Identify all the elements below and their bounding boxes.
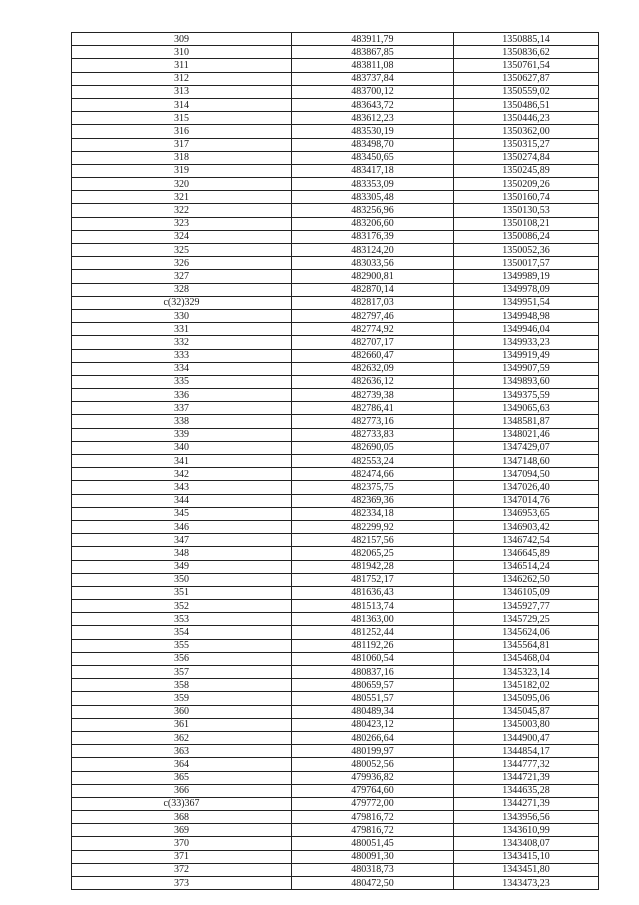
- table-row: [72, 389, 599, 402]
- x-coordinate-cell: 480052,56: [292, 758, 454, 771]
- table-row: [72, 560, 599, 573]
- table-row: [72, 336, 599, 349]
- x-coordinate-cell: 482774,92: [292, 323, 454, 336]
- y-coordinate-cell: 1346645,89: [454, 547, 599, 560]
- table-row: [72, 745, 599, 758]
- x-coordinate-cell: 479764,60: [292, 784, 454, 797]
- point-number-cell: 359: [72, 692, 292, 705]
- x-coordinate-cell: 482707,17: [292, 336, 454, 349]
- point-number-cell: 322: [72, 204, 292, 217]
- x-coordinate-cell: 482157,56: [292, 534, 454, 547]
- x-coordinate-cell: 480051,45: [292, 837, 454, 850]
- x-coordinate-cell: 481636,43: [292, 586, 454, 599]
- y-coordinate-cell: 1349951,54: [454, 296, 599, 309]
- y-coordinate-cell: 1350559,02: [454, 85, 599, 98]
- y-coordinate-cell: 1350486,51: [454, 98, 599, 111]
- table-row: [72, 362, 599, 375]
- x-coordinate-cell: 482375,75: [292, 481, 454, 494]
- point-number-cell: 363: [72, 745, 292, 758]
- table-row: [72, 164, 599, 177]
- y-coordinate-cell: 1349946,04: [454, 323, 599, 336]
- y-coordinate-cell: 1350160,74: [454, 191, 599, 204]
- x-coordinate-cell: 483612,23: [292, 112, 454, 125]
- point-number-cell: 310: [72, 46, 292, 59]
- table-row: [72, 455, 599, 468]
- table-row: [72, 217, 599, 230]
- point-number-cell: 317: [72, 138, 292, 151]
- point-number-cell: 323: [72, 217, 292, 230]
- point-number-cell: 366: [72, 784, 292, 797]
- table-row: [72, 98, 599, 111]
- point-number-cell: 364: [72, 758, 292, 771]
- point-number-cell: 312: [72, 72, 292, 85]
- y-coordinate-cell: 1350108,21: [454, 217, 599, 230]
- point-number-cell: 357: [72, 666, 292, 679]
- x-coordinate-cell: 482773,16: [292, 415, 454, 428]
- x-coordinate-cell: 479936,82: [292, 771, 454, 784]
- x-coordinate-cell: 481252,44: [292, 626, 454, 639]
- table-row: [72, 824, 599, 837]
- y-coordinate-cell: 1349948,98: [454, 309, 599, 322]
- x-coordinate-cell: 483643,72: [292, 98, 454, 111]
- x-coordinate-cell: 482334,18: [292, 507, 454, 520]
- y-coordinate-cell: 1350885,14: [454, 33, 599, 46]
- table-row: [72, 731, 599, 744]
- point-number-cell: 337: [72, 402, 292, 415]
- table-row: [72, 138, 599, 151]
- x-coordinate-cell: 482786,41: [292, 402, 454, 415]
- x-coordinate-cell: 483498,70: [292, 138, 454, 151]
- point-number-cell: 373: [72, 877, 292, 890]
- x-coordinate-cell: 483305,48: [292, 191, 454, 204]
- table-row: [72, 547, 599, 560]
- table-row: [72, 771, 599, 784]
- point-number-cell: 334: [72, 362, 292, 375]
- y-coordinate-cell: 1345624,06: [454, 626, 599, 639]
- point-number-cell: 371: [72, 850, 292, 863]
- point-number-cell: 339: [72, 428, 292, 441]
- point-number-cell: 372: [72, 863, 292, 876]
- point-number-cell: 315: [72, 112, 292, 125]
- point-number-cell: 342: [72, 468, 292, 481]
- point-number-cell: 332: [72, 336, 292, 349]
- table-row: [72, 666, 599, 679]
- x-coordinate-cell: 482817,03: [292, 296, 454, 309]
- table-row: [72, 679, 599, 692]
- x-coordinate-cell: 483256,96: [292, 204, 454, 217]
- table-row: [72, 72, 599, 85]
- y-coordinate-cell: 1345045,87: [454, 705, 599, 718]
- coordinates-table-body: [72, 33, 599, 890]
- y-coordinate-cell: 1349907,59: [454, 362, 599, 375]
- x-coordinate-cell: 481513,74: [292, 600, 454, 613]
- point-number-cell: 361: [72, 718, 292, 731]
- x-coordinate-cell: 482474,66: [292, 468, 454, 481]
- point-number-cell: 324: [72, 230, 292, 243]
- table-row: [72, 837, 599, 850]
- table-row: [72, 349, 599, 362]
- x-coordinate-cell: 482660,47: [292, 349, 454, 362]
- x-coordinate-cell: 481752,17: [292, 573, 454, 586]
- y-coordinate-cell: 1350627,87: [454, 72, 599, 85]
- point-number-cell: 355: [72, 639, 292, 652]
- y-coordinate-cell: 1346953,65: [454, 507, 599, 520]
- x-coordinate-cell: 482065,25: [292, 547, 454, 560]
- x-coordinate-cell: 483176,39: [292, 230, 454, 243]
- point-number-cell: 351: [72, 586, 292, 599]
- y-coordinate-cell: 1345729,25: [454, 613, 599, 626]
- point-number-cell: 360: [72, 705, 292, 718]
- table-row: [72, 626, 599, 639]
- x-coordinate-cell: 481363,00: [292, 613, 454, 626]
- table-row: [72, 639, 599, 652]
- table-row: [72, 270, 599, 283]
- table-row: [72, 46, 599, 59]
- point-number-cell: 354: [72, 626, 292, 639]
- x-coordinate-cell: 483911,79: [292, 33, 454, 46]
- point-number-cell: 336: [72, 389, 292, 402]
- x-coordinate-cell: 483450,65: [292, 151, 454, 164]
- point-number-cell: с(33)367: [72, 797, 292, 810]
- table-row: [72, 652, 599, 665]
- y-coordinate-cell: 1350761,54: [454, 59, 599, 72]
- table-row: [72, 402, 599, 415]
- y-coordinate-cell: 1345564,81: [454, 639, 599, 652]
- y-coordinate-cell: 1349933,23: [454, 336, 599, 349]
- table-row: [72, 520, 599, 533]
- y-coordinate-cell: 1347014,76: [454, 494, 599, 507]
- table-row: [72, 573, 599, 586]
- y-coordinate-cell: 1350274,84: [454, 151, 599, 164]
- x-coordinate-cell: 480489,34: [292, 705, 454, 718]
- table-row: [72, 600, 599, 613]
- table-row: [72, 613, 599, 626]
- y-coordinate-cell: 1350086,24: [454, 230, 599, 243]
- y-coordinate-cell: 1345182,02: [454, 679, 599, 692]
- y-coordinate-cell: 1350836,62: [454, 46, 599, 59]
- x-coordinate-cell: 480318,73: [292, 863, 454, 876]
- table-row: [72, 850, 599, 863]
- y-coordinate-cell: 1348581,87: [454, 415, 599, 428]
- x-coordinate-cell: 483700,12: [292, 85, 454, 98]
- table-row: [72, 468, 599, 481]
- table-row: [72, 33, 599, 46]
- table-row: [72, 125, 599, 138]
- y-coordinate-cell: 1350017,57: [454, 257, 599, 270]
- table-row: [72, 323, 599, 336]
- x-coordinate-cell: 482870,14: [292, 283, 454, 296]
- y-coordinate-cell: 1345927,77: [454, 600, 599, 613]
- x-coordinate-cell: 482299,92: [292, 520, 454, 533]
- table-row: [72, 441, 599, 454]
- table-row: [72, 811, 599, 824]
- y-coordinate-cell: 1346262,50: [454, 573, 599, 586]
- x-coordinate-cell: 483811,08: [292, 59, 454, 72]
- y-coordinate-cell: 1347026,40: [454, 481, 599, 494]
- point-number-cell: 313: [72, 85, 292, 98]
- point-number-cell: 343: [72, 481, 292, 494]
- y-coordinate-cell: 1343451,80: [454, 863, 599, 876]
- y-coordinate-cell: 1350209,26: [454, 178, 599, 191]
- point-number-cell: 328: [72, 283, 292, 296]
- x-coordinate-cell: 482797,46: [292, 309, 454, 322]
- table-row: [72, 178, 599, 191]
- y-coordinate-cell: 1344635,28: [454, 784, 599, 797]
- y-coordinate-cell: 1343408,07: [454, 837, 599, 850]
- x-coordinate-cell: 480659,57: [292, 679, 454, 692]
- table-row: [72, 415, 599, 428]
- y-coordinate-cell: 1344271,39: [454, 797, 599, 810]
- y-coordinate-cell: 1345323,14: [454, 666, 599, 679]
- table-row: [72, 191, 599, 204]
- y-coordinate-cell: 1345003,80: [454, 718, 599, 731]
- point-number-cell: с(32)329: [72, 296, 292, 309]
- point-number-cell: 368: [72, 811, 292, 824]
- point-number-cell: 347: [72, 534, 292, 547]
- y-coordinate-cell: 1350245,89: [454, 164, 599, 177]
- x-coordinate-cell: 483033,56: [292, 257, 454, 270]
- x-coordinate-cell: 483737,84: [292, 72, 454, 85]
- coordinates-table-sheet: [71, 32, 598, 890]
- point-number-cell: 331: [72, 323, 292, 336]
- y-coordinate-cell: 1350130,53: [454, 204, 599, 217]
- table-row: [72, 758, 599, 771]
- table-row: [72, 151, 599, 164]
- x-coordinate-cell: 480472,50: [292, 877, 454, 890]
- table-row: [72, 59, 599, 72]
- point-number-cell: 325: [72, 244, 292, 257]
- point-number-cell: 309: [72, 33, 292, 46]
- x-coordinate-cell: 480423,12: [292, 718, 454, 731]
- y-coordinate-cell: 1343956,56: [454, 811, 599, 824]
- y-coordinate-cell: 1345468,04: [454, 652, 599, 665]
- y-coordinate-cell: 1347148,60: [454, 455, 599, 468]
- point-number-cell: 340: [72, 441, 292, 454]
- table-row: [72, 692, 599, 705]
- table-row: [72, 718, 599, 731]
- point-number-cell: 311: [72, 59, 292, 72]
- table-row: [72, 85, 599, 98]
- y-coordinate-cell: 1344900,47: [454, 731, 599, 744]
- point-number-cell: 316: [72, 125, 292, 138]
- x-coordinate-cell: 480091,30: [292, 850, 454, 863]
- point-number-cell: 319: [72, 164, 292, 177]
- x-coordinate-cell: 481192,26: [292, 639, 454, 652]
- point-number-cell: 353: [72, 613, 292, 626]
- x-coordinate-cell: 483124,20: [292, 244, 454, 257]
- table-row: [72, 204, 599, 217]
- x-coordinate-cell: 482733,83: [292, 428, 454, 441]
- point-number-cell: 346: [72, 520, 292, 533]
- y-coordinate-cell: 1349989,19: [454, 270, 599, 283]
- x-coordinate-cell: 479816,72: [292, 811, 454, 824]
- y-coordinate-cell: 1344721,39: [454, 771, 599, 784]
- point-number-cell: 369: [72, 824, 292, 837]
- x-coordinate-cell: 483530,19: [292, 125, 454, 138]
- table-row: [72, 296, 599, 309]
- point-number-cell: 345: [72, 507, 292, 520]
- x-coordinate-cell: 480199,97: [292, 745, 454, 758]
- table-row: [72, 244, 599, 257]
- x-coordinate-cell: 479772,00: [292, 797, 454, 810]
- table-row: [72, 283, 599, 296]
- point-number-cell: 326: [72, 257, 292, 270]
- y-coordinate-cell: 1344854,17: [454, 745, 599, 758]
- x-coordinate-cell: 481060,54: [292, 652, 454, 665]
- point-number-cell: 356: [72, 652, 292, 665]
- point-number-cell: 321: [72, 191, 292, 204]
- y-coordinate-cell: 1345095,06: [454, 692, 599, 705]
- y-coordinate-cell: 1350052,36: [454, 244, 599, 257]
- table-row: [72, 230, 599, 243]
- x-coordinate-cell: 482900,81: [292, 270, 454, 283]
- point-number-cell: 338: [72, 415, 292, 428]
- y-coordinate-cell: 1349919,49: [454, 349, 599, 362]
- x-coordinate-cell: 483417,18: [292, 164, 454, 177]
- x-coordinate-cell: 479816,72: [292, 824, 454, 837]
- point-number-cell: 344: [72, 494, 292, 507]
- y-coordinate-cell: 1349978,09: [454, 283, 599, 296]
- y-coordinate-cell: 1346742,54: [454, 534, 599, 547]
- x-coordinate-cell: 482632,09: [292, 362, 454, 375]
- point-number-cell: 362: [72, 731, 292, 744]
- y-coordinate-cell: 1350446,23: [454, 112, 599, 125]
- point-number-cell: 348: [72, 547, 292, 560]
- table-row: [72, 534, 599, 547]
- point-number-cell: 327: [72, 270, 292, 283]
- table-row: [72, 586, 599, 599]
- y-coordinate-cell: 1346514,24: [454, 560, 599, 573]
- x-coordinate-cell: 482690,05: [292, 441, 454, 454]
- table-row: [72, 797, 599, 810]
- x-coordinate-cell: 483206,60: [292, 217, 454, 230]
- y-coordinate-cell: 1343415,10: [454, 850, 599, 863]
- point-number-cell: 365: [72, 771, 292, 784]
- point-number-cell: 318: [72, 151, 292, 164]
- point-number-cell: 333: [72, 349, 292, 362]
- y-coordinate-cell: 1344777,32: [454, 758, 599, 771]
- point-number-cell: 349: [72, 560, 292, 573]
- x-coordinate-cell: 480551,57: [292, 692, 454, 705]
- y-coordinate-cell: 1348021,46: [454, 428, 599, 441]
- point-number-cell: 370: [72, 837, 292, 850]
- x-coordinate-cell: 483353,09: [292, 178, 454, 191]
- point-number-cell: 314: [72, 98, 292, 111]
- table-row: [72, 112, 599, 125]
- y-coordinate-cell: 1346105,09: [454, 586, 599, 599]
- y-coordinate-cell: 1349893,60: [454, 375, 599, 388]
- x-coordinate-cell: 482369,36: [292, 494, 454, 507]
- table-row: [72, 863, 599, 876]
- y-coordinate-cell: 1346903,42: [454, 520, 599, 533]
- y-coordinate-cell: 1347094,50: [454, 468, 599, 481]
- point-number-cell: 358: [72, 679, 292, 692]
- y-coordinate-cell: 1347429,07: [454, 441, 599, 454]
- y-coordinate-cell: 1350315,27: [454, 138, 599, 151]
- x-coordinate-cell: 480266,64: [292, 731, 454, 744]
- table-row: [72, 784, 599, 797]
- table-row: [72, 375, 599, 388]
- x-coordinate-cell: 482553,24: [292, 455, 454, 468]
- point-number-cell: 341: [72, 455, 292, 468]
- y-coordinate-cell: 1343473,23: [454, 877, 599, 890]
- y-coordinate-cell: 1350362,00: [454, 125, 599, 138]
- table-row: [72, 705, 599, 718]
- table-row: [72, 877, 599, 890]
- point-number-cell: 352: [72, 600, 292, 613]
- x-coordinate-cell: 481942,28: [292, 560, 454, 573]
- table-row: [72, 507, 599, 520]
- point-number-cell: 330: [72, 309, 292, 322]
- table-row: [72, 257, 599, 270]
- x-coordinate-cell: 480837,16: [292, 666, 454, 679]
- point-number-cell: 335: [72, 375, 292, 388]
- x-coordinate-cell: 483867,85: [292, 46, 454, 59]
- table-row: [72, 481, 599, 494]
- table-row: [72, 309, 599, 322]
- y-coordinate-cell: 1349065,63: [454, 402, 599, 415]
- y-coordinate-cell: 1349375,59: [454, 389, 599, 402]
- point-number-cell: 320: [72, 178, 292, 191]
- coordinates-table: [71, 32, 599, 890]
- table-row: [72, 428, 599, 441]
- table-row: [72, 494, 599, 507]
- y-coordinate-cell: 1343610,99: [454, 824, 599, 837]
- point-number-cell: 350: [72, 573, 292, 586]
- x-coordinate-cell: 482636,12: [292, 375, 454, 388]
- x-coordinate-cell: 482739,38: [292, 389, 454, 402]
